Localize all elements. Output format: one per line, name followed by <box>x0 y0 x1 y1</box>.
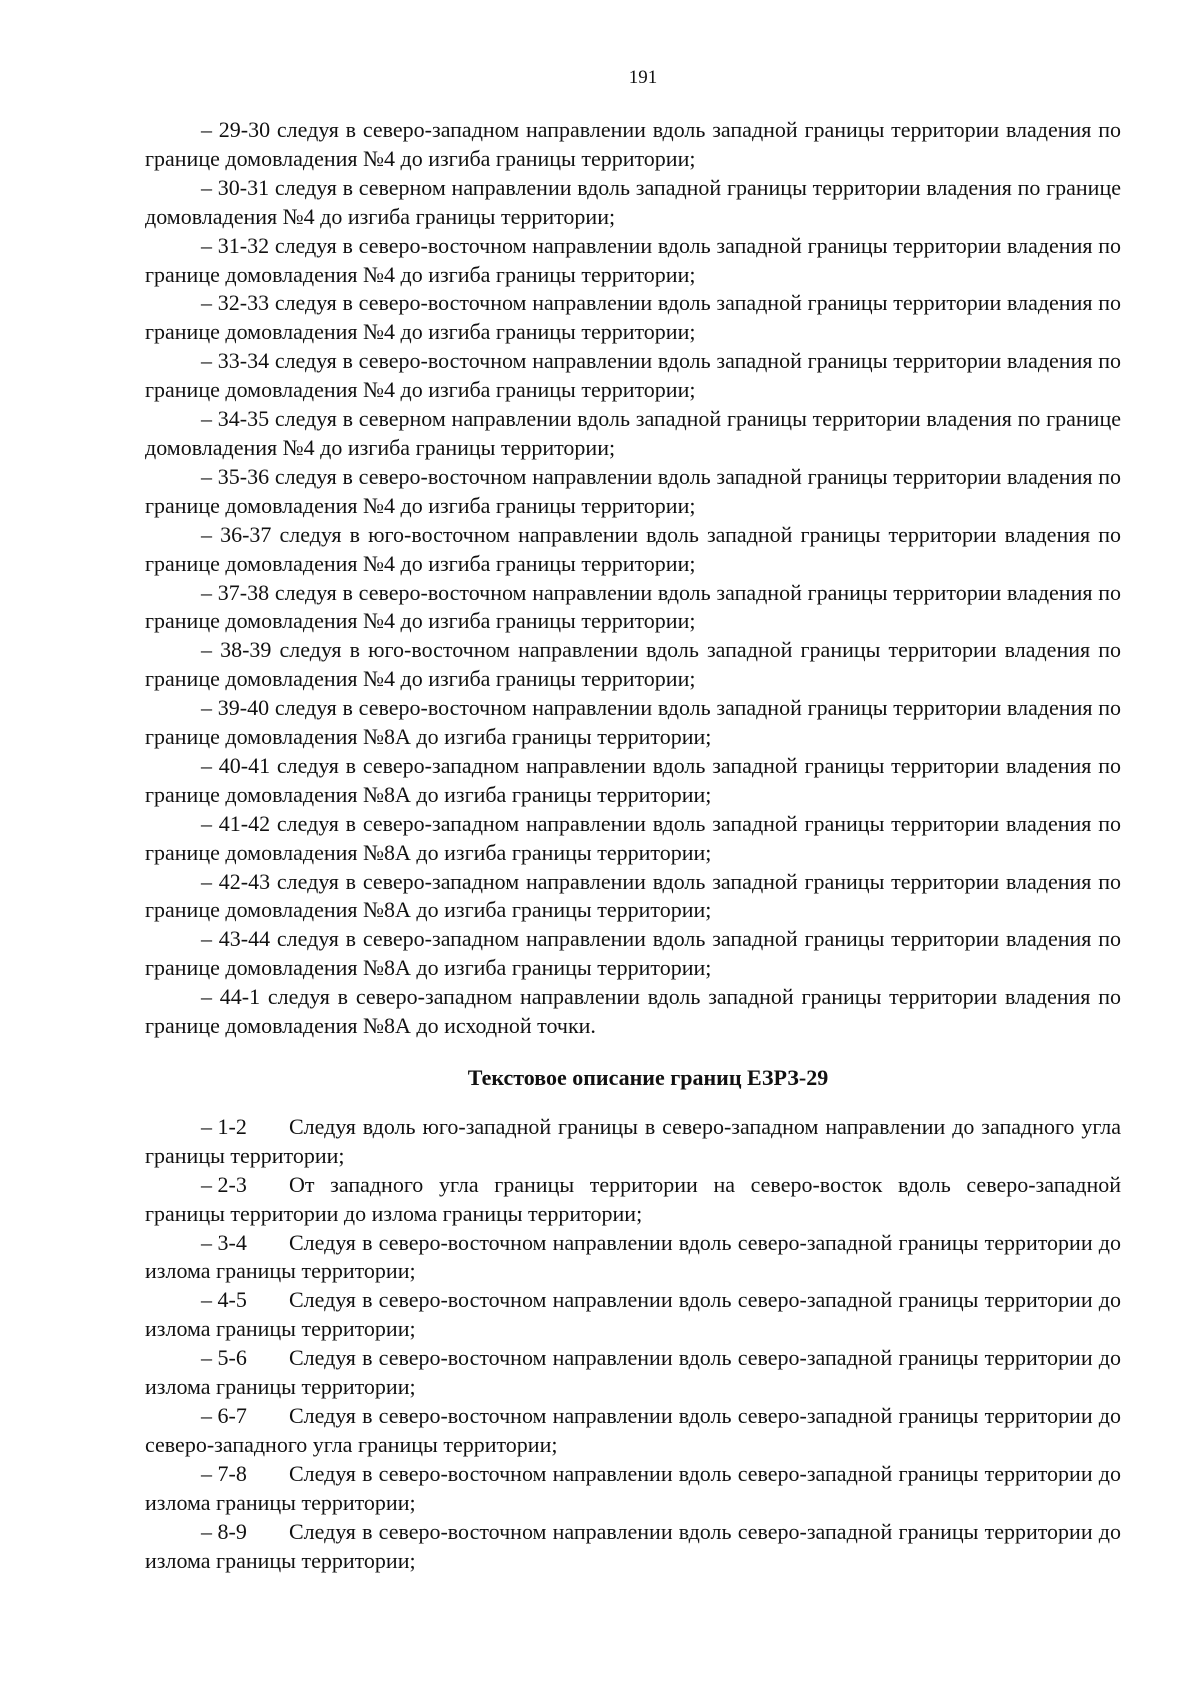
boundary-segment-text: Следуя в северо-восточном направлении вдоль северо-западной границы территории до излома границы территории; <box>145 1345 1121 1400</box>
boundary-segment-label: – 2-3 <box>201 1171 247 1197</box>
boundary-segment-label: – 1-2 <box>201 1113 247 1139</box>
boundary-segment-text: Следуя в северо-восточном направлении вдоль северо-западной границы территории до излома границы территории; <box>145 1460 1121 1515</box>
boundary-item <box>145 1402 1121 1460</box>
boundary-segment-text: От западного угла границы территории на северо-восток вдоль северо-западной границы территории до излома границы территории; <box>145 1171 1121 1226</box>
boundary-segment-label: – 3-4 <box>201 1229 247 1255</box>
boundary-segment-label: – 7-8 <box>201 1460 247 1486</box>
boundary-item <box>145 1460 1121 1518</box>
boundary-item <box>145 1229 1121 1287</box>
boundary-segment-text: Следуя в северо-восточном направлении вдоль северо-западной границы территории до северо-западного угла границы территории; <box>145 1402 1121 1457</box>
boundary-item: – 38-39 следуя в юго-восточном направлении вдоль западной границы территории владения по границе домовладения №4 до изгиба границы территории; <box>145 637 1121 692</box>
boundary-item: – 30-31 следуя в северном направлении вдоль западной границы территории владения по границе домовладения №4 до изгиба границы территории; <box>145 174 1121 229</box>
boundary-segment-label: – 5-6 <box>201 1345 247 1371</box>
boundary-segment-label: – 8-9 <box>201 1518 247 1544</box>
boundary-item <box>145 1113 1121 1171</box>
boundary-segment-text: Следуя в северо-восточном направлении вдоль северо-западной границы территории до излома границы территории; <box>145 1229 1121 1284</box>
boundary-list-section-1 <box>145 116 1121 1041</box>
boundary-item: – 34-35 следуя в северном направлении вдоль западной границы территории владения по границе домовладения №4 до изгиба границы территории; <box>145 406 1121 460</box>
boundary-item <box>145 1518 1121 1576</box>
boundary-item: – 32-33 следуя в северо-восточном направлении вдоль западной границы территории владения по границе домовладения №4 до изгиба границы территории; <box>145 290 1121 345</box>
boundary-segment-label: – 4-5 <box>201 1287 247 1313</box>
boundary-item: – 31-32 следуя в северо-восточном направлении вдоль западной границы территории владения по границе домовладения №4 до изгиба границы территории; <box>145 232 1121 287</box>
boundary-item: – 43-44 следуя в северо-западном направлении вдоль западной границы территории владения по границе домовладения №8А до изгиба границы территории; <box>145 926 1121 981</box>
section-heading: Текстовое описание границ ЕЗРЗ-29 <box>467 1065 829 1090</box>
boundary-segment-text: Следуя в северо-восточном направлении вдоль северо-западной границы территории до излома границы территории; <box>145 1287 1121 1342</box>
boundary-item: – 44-1 следуя в северо-западном направлении вдоль западной границы территории владения по границе домовладения №8А до исходной точки. <box>145 984 1121 1039</box>
boundary-item <box>145 1171 1121 1229</box>
boundary-item: – 40-41 следуя в северо-западном направлении вдоль западной границы территории владения по границе домовладения №8А до изгиба границы территории; <box>145 752 1121 807</box>
boundary-item: – 39-40 следуя в северо-восточном направлении вдоль западной границы территории владения по границе домовладения №8А до изгиба границы территории; <box>145 695 1121 750</box>
boundary-item <box>145 1344 1121 1402</box>
boundary-item: – 33-34 следуя в северо-восточном направлении вдоль западной границы территории владения по границе домовладения №4 до изгиба границы территории; <box>145 348 1121 403</box>
document-page <box>145 66 1121 1575</box>
boundary-item: – 37-38 следуя в северо-восточном направлении вдоль западной границы территории владения по границе домовладения №4 до изгиба границы территории; <box>145 579 1121 634</box>
boundary-item: – 35-36 следуя в северо-восточном направлении вдоль западной границы территории владения по границе домовладения №4 до изгиба границы территории; <box>145 463 1121 518</box>
boundary-item: – 41-42 следуя в северо-западном направлении вдоль западной границы территории владения по границе домовладения №8А до изгиба границы территории; <box>145 810 1121 865</box>
boundary-item: – 42-43 следуя в северо-западном направлении вдоль западной границы территории владения по границе домовладения №8А до изгиба границы территории; <box>145 868 1121 923</box>
boundary-segment-text: Следуя вдоль юго-западной границы в северо-западном направлении до западного угла границы территории; <box>145 1113 1121 1168</box>
boundary-list-section-2 <box>145 1113 1121 1576</box>
boundary-item: – 36-37 следуя в юго-восточном направлении вдоль западной границы территории владения по границе домовладения №4 до изгиба границы территории; <box>145 521 1121 576</box>
boundary-segment-label: – 6-7 <box>201 1402 247 1428</box>
boundary-item: – 29-30 следуя в северо-западном направлении вдоль западной границы территории владения по границе домовладения №4 до изгиба границы территории; <box>145 117 1121 171</box>
boundary-item <box>145 1286 1121 1344</box>
boundary-segment-text: Следуя в северо-восточном направлении вдоль северо-западной границы территории до излома границы территории; <box>145 1518 1121 1573</box>
page-number: 191 <box>628 67 658 88</box>
